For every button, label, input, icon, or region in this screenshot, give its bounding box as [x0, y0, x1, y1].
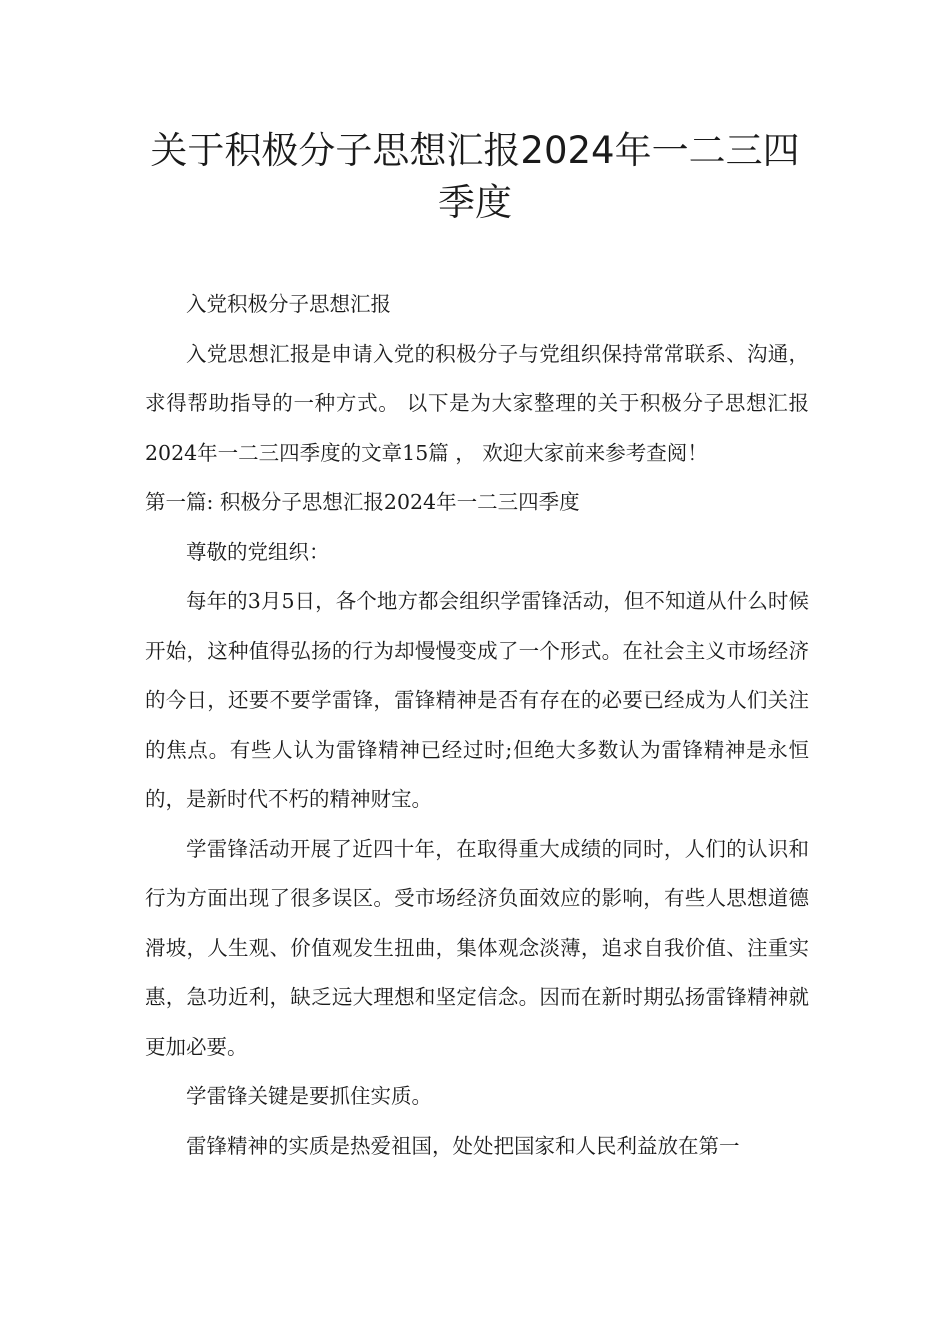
paragraph-intro: 入党思想汇报是申请入党的积极分子与党组织保持常常联系、沟通，求得帮助指导的一种方式。 以下是为大家整理的关于积极分子思想汇报2024年一二三四季度的文章15篇 ， 欢迎大家前来参考查阅！: [145, 341, 809, 465]
paragraph: 雷锋精神的实质是热爱祖国，处处把国家和人民利益放在第一: [186, 1133, 740, 1158]
paragraph: 每年的3月5日，各个地方都会组织学雷锋活动，但不知道从什么时候开始，这种值得弘扬的行为却慢慢变成了一个形式。在社会主义市场经济的今日，还要不要学雷锋，雷锋精神是否有存在的必要已经成为人们关注的焦点。有些人认为雷锋精神已经过时;但绝大多数认为雷锋精神是永恒的，是新时代不朽的精神财宝。: [145, 589, 809, 811]
paragraph: 学雷锋活动开展了近四十年，在取得重大成绩的同时，人们的认识和行为方面出现了很多误区。受市场经济负面效应的影响，有些人思想道德滑坡，人生观、价值观发生扭曲，集体观念淡薄，追求自我价值、注重实惠，急功近利，缺乏远大理想和坚定信念。因而在新时期弘扬雷锋精神就更加必要。: [145, 836, 809, 1059]
section-heading: 第一篇: 积极分子思想汇报2024年一二三四季度: [145, 490, 580, 514]
document-title: 关于积极分子思想汇报2024年一二三四季度: [150, 129, 800, 224]
paragraph-salutation: 尊敬的党组织：: [186, 539, 330, 564]
paragraph-subtitle: 入党积极分子思想汇报: [186, 292, 391, 316]
paragraph: 学雷锋关键是要抓住实质。: [186, 1084, 432, 1108]
document-body: [145, 280, 809, 1171]
